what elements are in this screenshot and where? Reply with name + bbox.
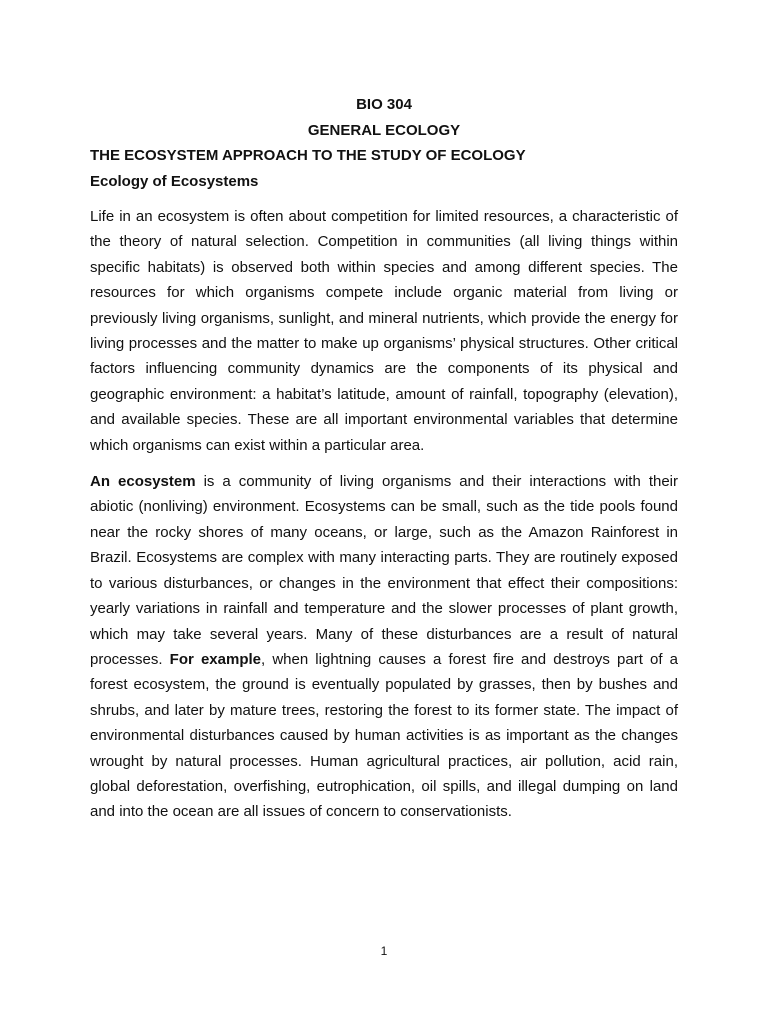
course-title: GENERAL ECOLOGY	[307, 121, 461, 139]
example-label: For example	[169, 650, 262, 668]
page-number: 1	[380, 944, 388, 958]
course-code: BIO 304	[356, 96, 412, 113]
ecosystem-term: An ecosystem	[90, 473, 196, 491]
page-content	[90, 92, 678, 825]
section-title: THE ECOSYSTEM APPROACH TO THE STUDY OF ECOLOGY	[90, 147, 526, 164]
ecosystem-text-part-2: , when lightning causes a forest fire and destroys part of a forest ecosystem, the ground is eventually populated by grasses, then by bushes and shrubs, and later by mature trees, restoring the forest to its former state. The impact of environmental disturbances caused by human activities is as important as the changes wrought by natural processes. Human agricultural practices, air pollution, acid rain, global deforestation, overfishing, eutrophication, oil spills, and illegal dumping on land and into the ocean are all issues of concern to conservationists.	[90, 650, 679, 821]
ecosystem-text-part-1: is a community of living organisms and their interactions with their abiotic (nonliving) environment. Ecosystems can be small, such as the tide pools found near the rocky shores of many oceans, or large, such as the Amazon Rainforest in Brazil. Ecosystems are complex with many interacting parts. They are routinely exposed to various disturbances, or changes in the environment that effect their compositions: yearly variations in rainfall and temperature and the slower processes of plant growth, which may take several years. Many of these disturbances are a result of natural processes.	[90, 473, 679, 668]
paragraph-competition: Life in an ecosystem is often about competition for limited resources, a characteristic of the theory of natural selection. Competition in communities (all living things within specific habitats) is observed both within species and among different species. The resources for which organisms compete include organic material from living or previously living organisms, sunlight, and mineral nutrients, which provide the energy for living processes and the matter to make up organisms’ physical structures. Other critical factors influencing community dynamics are the components of its physical and geographic environment: a habitat’s latitude, amount of rainfall, topography (elevation), and available species. These are all important environmental variables that determine which organisms can exist within a particular area.	[90, 208, 678, 454]
subsection-title: Ecology of Ecosystems	[90, 172, 259, 190]
paragraph-ecosystem-definition	[90, 469, 678, 825]
